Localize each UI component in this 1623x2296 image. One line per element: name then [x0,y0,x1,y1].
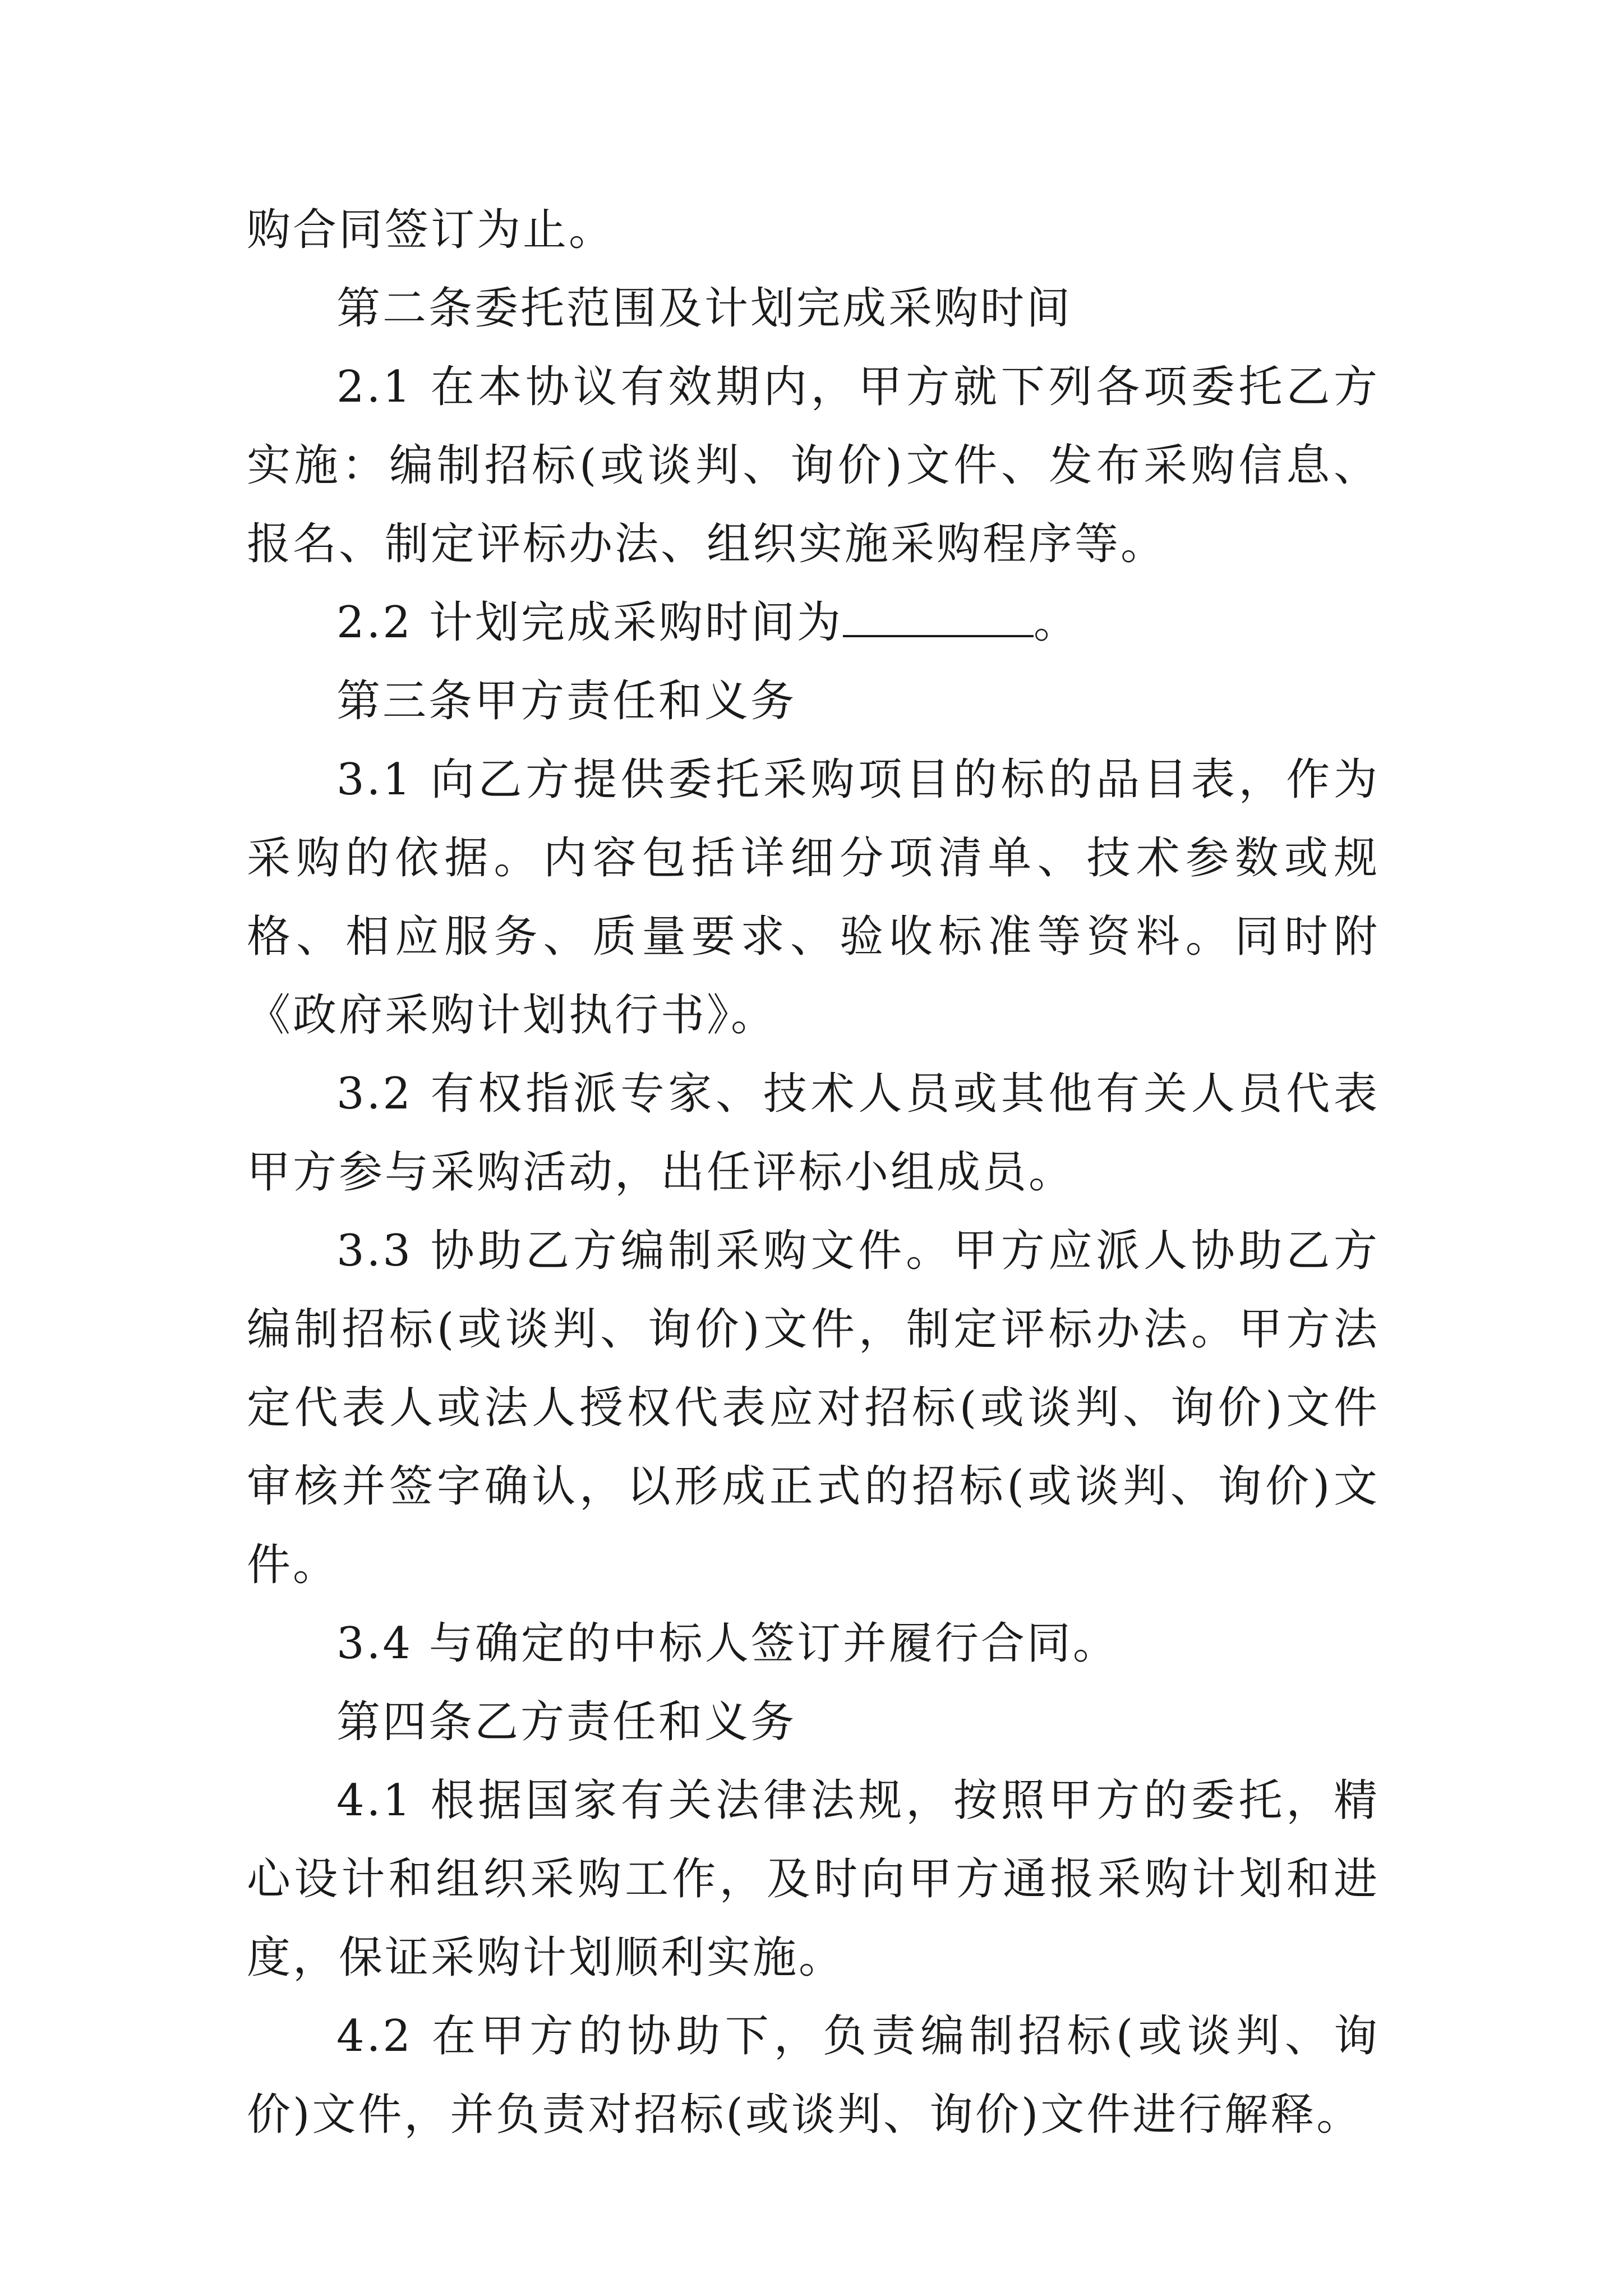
article-2-heading: 第二条委托范围及计划完成采购时间 [336,283,1073,334]
clause-2-2-text: 2.2 计划完成采购时间为 [336,597,843,648]
clause-3-1: 3.1 向乙方提供委托采购项目的标的品目表，作为采购的依据。内容包括详细分项清单、技术参数或规格、相应服务、质量要求、验收标准等资料。同时附《政府采购计划执行书》。 [247,754,1380,1041]
clause-3-4: 3.4 与确定的中标人签订并履行合同。 [336,1618,1119,1669]
clause-2-2-end: 。 [1033,597,1080,648]
clause-3-3: 3.3 协助乙方编制采购文件。甲方应派人协助乙方编制招标(或谈判、询价)文件，制定评标办法。甲方法定代表人或法人授权代表应对招标(或谈判、询价)文件审核并签字确认，以形成正式的招标(或谈判、询价)文件。 [247,1226,1380,1590]
fill-in-blank [843,596,1034,637]
article-4-heading: 第四条乙方责任和义务 [336,1697,797,1747]
document-body [247,191,1380,2154]
paragraph-continuation: 购合同签订为止。 [247,205,615,255]
clause-3-2: 3.2 有权指派专家、技术人员或其他有关人员代表甲方参与采购活动，出任评标小组成员。 [247,1069,1380,1198]
clause-4-2: 4.2 在甲方的协助下，负责编制招标(或谈判、询价)文件，并负责对招标(或谈判、询价)文件进行解释。 [247,2011,1380,2140]
clause-4-1: 4.1 根据国家有关法律法规，按照甲方的委托，精心设计和组织采购工作，及时向甲方通报采购计划和进度，保证采购计划顺利实施。 [247,1775,1380,1983]
clause-2-2 [247,583,1380,662]
clause-2-1: 2.1 在本协议有效期内，甲方就下列各项委托乙方实施：编制招标(或谈判、询价)文件、发布采购信息、报名、制定评标办法、组织实施采购程序等。 [247,362,1380,569]
article-3-heading: 第三条甲方责任和义务 [336,676,797,726]
